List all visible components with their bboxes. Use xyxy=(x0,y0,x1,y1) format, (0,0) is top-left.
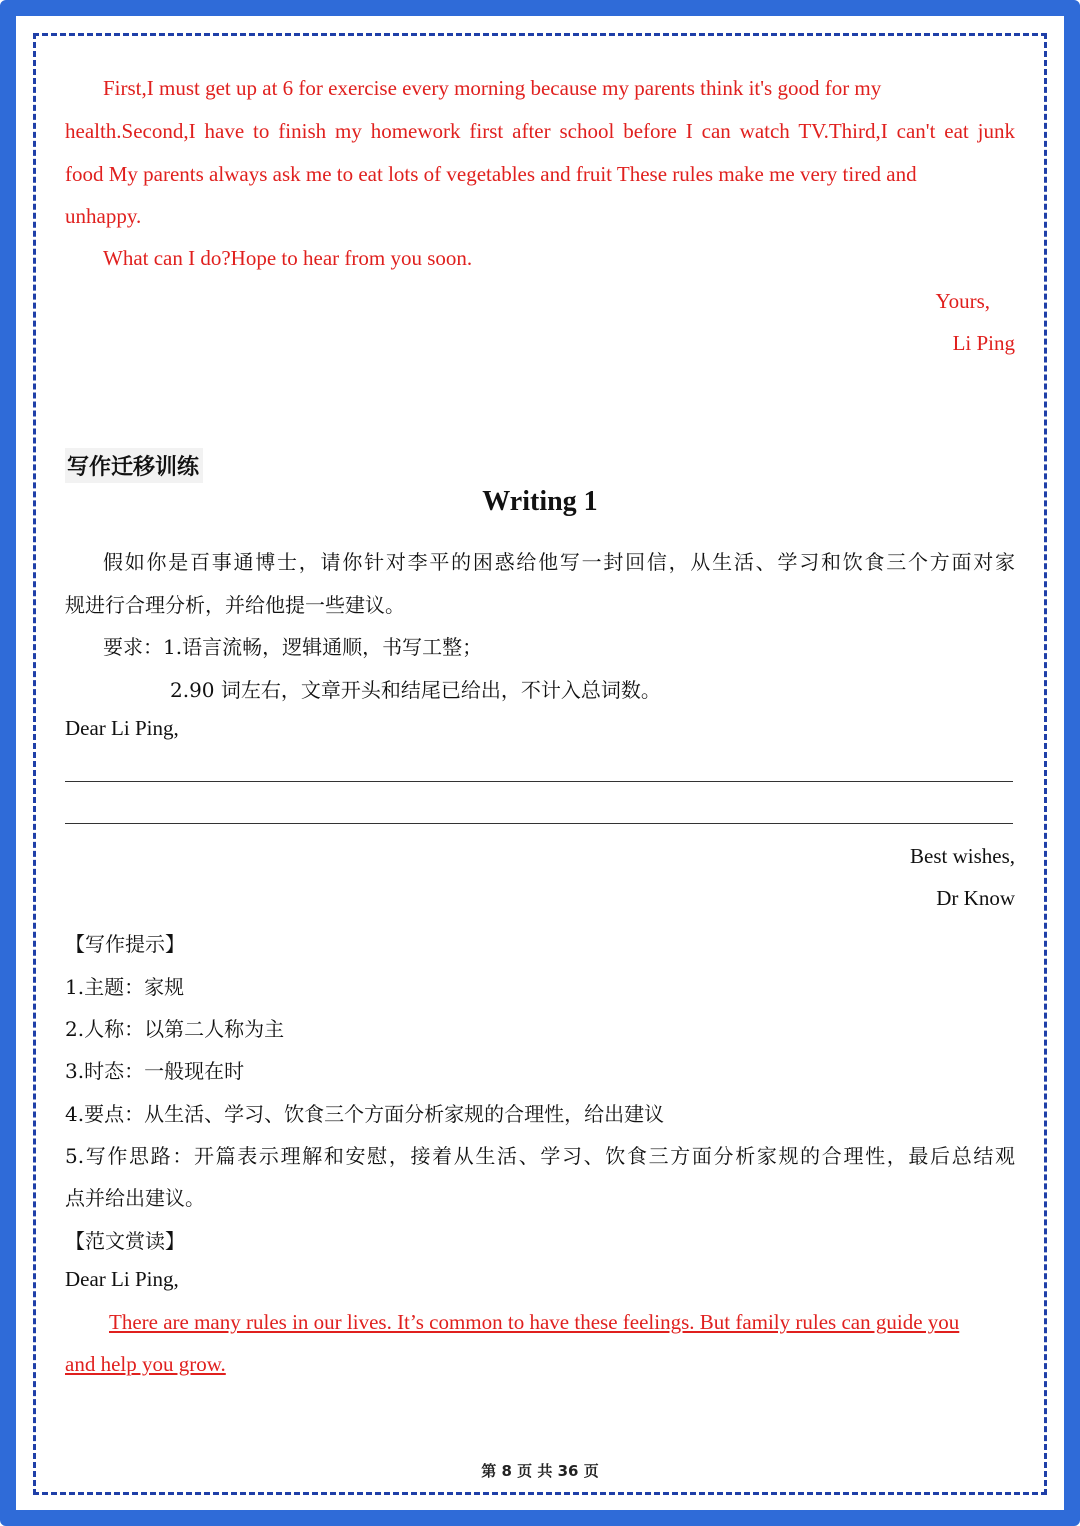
tip-item-2: 2.人称：以第二人称为主 xyxy=(65,1017,285,1041)
writing-title: Writing 1 xyxy=(482,486,598,517)
letter-line-1: First,I must get up at 6 for exercise every morning because my parents think it's good for my xyxy=(103,76,882,100)
letter-closing: Yours, xyxy=(935,289,990,313)
letter-line-2: health.Second,I have to finish my homework first after school before I can watch TV.Third,I can't eat junk xyxy=(65,119,1015,143)
letter-question: What can I do?Hope to hear from you soon. xyxy=(103,246,473,270)
writing-line-2[interactable] xyxy=(65,823,1013,824)
reply-closing: Best wishes, xyxy=(910,844,1015,868)
model-line-1: There are many rules in our lives. It’s common to have these feelings. But family rules can guide you xyxy=(109,1310,960,1334)
tips-heading: 【写作提示】 xyxy=(65,932,185,956)
tip-item-5-cont: 点并给出建议。 xyxy=(65,1186,205,1210)
tip-item-4: 4.要点：从生活、学习、饮食三个方面分析家规的合理性，给出建议 xyxy=(65,1102,665,1126)
section-heading-wrap xyxy=(65,448,1015,483)
letter-line-3: food My parents always ask me to eat lots of vegetables and fruit These rules make me very tired and xyxy=(65,162,917,186)
requirement-2: 2.90 词左右，文章开头和结尾已给出，不计入总词数。 xyxy=(170,678,661,702)
letter-line-4: unhappy. xyxy=(65,204,142,228)
tip-item-5: 5.写作思路：开篇表示理解和安慰，接着从生活、学习、饮食三方面分析家规的合理性，最后总结观 xyxy=(65,1144,1015,1168)
tip-item-1: 1.主题：家规 xyxy=(65,975,185,999)
model-line-2-wrap xyxy=(65,1352,1015,1377)
page-number: 第 8 页 共 36 页 xyxy=(481,1462,599,1480)
model-line-2: and help you grow. xyxy=(65,1352,226,1376)
task-line-2: 规进行合理分析，并给他提一些建议。 xyxy=(65,593,405,617)
model-heading: 【范文赏读】 xyxy=(65,1229,185,1253)
reply-signature: Dr Know xyxy=(936,886,1015,910)
reply-salutation: Dear Li Ping, xyxy=(65,716,179,740)
task-line-1: 假如你是百事通博士，请你针对李平的困惑给他写一封回信，从生活、学习和饮食三个方面对家 xyxy=(103,550,1015,574)
requirement-1: 要求：1.语言流畅，逻辑通顺，书写工整； xyxy=(103,635,483,659)
writing-line-1[interactable] xyxy=(65,781,1013,782)
model-line-1-wrap xyxy=(65,1310,997,1335)
model-salutation: Dear Li Ping, xyxy=(65,1267,179,1291)
section-heading: 写作迁移训练 xyxy=(65,448,203,483)
letter-signature: Li Ping xyxy=(952,331,1015,355)
tip-item-3: 3.时态：一般现在时 xyxy=(65,1059,245,1083)
